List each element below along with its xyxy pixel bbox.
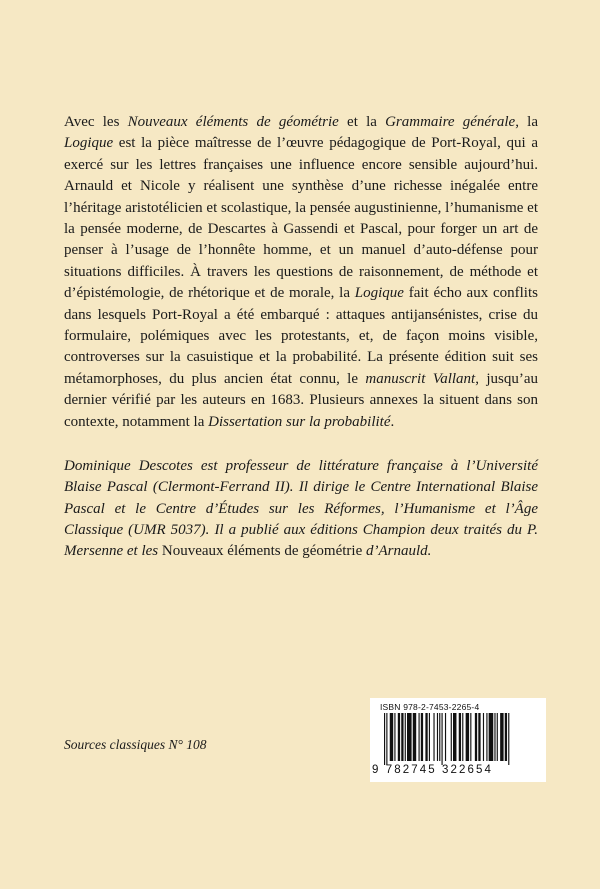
summary-text: , jusqu’au dernier vérifié par les auteurs en 1683. Plusieurs annexes la situent dans son contexte, notamment la	[64, 370, 538, 430]
barcode-bar	[384, 713, 385, 765]
barcode-bar	[419, 713, 420, 761]
bio-text: Dominique Descotes est professeur de littérature française à l’Université Blaise Pascal (Clermont-Ferrand II). Il dirige le Centre International Blaise Pascal et le Centre d’Études sur les Réformes, l’Humanisme et l’Âge Classique (UMR 5037). Il a publié aux éditions Champion deux traités du P. Mersenne et les	[64, 458, 538, 560]
summary-text: est la pièce maîtresse de l’œuvre pédagogique de Port-Royal, qui a exercé sur les lettres françaises une influence encore sensible aujourd’hui. Arnauld et Nicole y réalisent une synthèse d’une richesse inégalée entre l’héritage aristotélicien et scolastique, la pensée augustinienne, l’humanisme et la pensée moderne, de Descartes à Gassendi et Pascal, pour forger un art de penser à l’usage de l’honnête homme, et un manuel d’auto-défense pour situations difficiles. À travers les questions de raisonnement, de méthode et d’épistémologie, de rhétorique et de morale, la	[64, 135, 539, 302]
barcode-bar	[494, 713, 495, 761]
barcode-bar	[500, 713, 503, 761]
title-reference: Dissertation sur la probabilité	[208, 413, 391, 430]
barcode-bar	[413, 713, 416, 761]
barcode-bar	[394, 713, 395, 761]
barcode-bar	[462, 713, 463, 761]
barcode-bar	[451, 713, 452, 761]
barcode-bar	[466, 713, 469, 761]
barcode-bar	[505, 713, 507, 761]
barcode-bar	[442, 713, 443, 765]
bio-text: d’Arnauld.	[362, 543, 432, 560]
summary-text: , la	[515, 114, 538, 130]
title-reference: Logique	[64, 135, 114, 152]
barcode-bar	[459, 713, 461, 761]
barcode-bar	[489, 713, 494, 761]
barcode-bars	[384, 713, 536, 765]
barcode-bar	[437, 713, 438, 761]
barcode-bar	[401, 713, 403, 761]
title-reference: Nouveaux éléments de géométrie	[127, 114, 339, 130]
summary-text: .	[390, 413, 395, 430]
barcode-bar	[421, 713, 423, 761]
isbn-number: ISBN 978-2-7453-2265-4	[380, 702, 480, 712]
barcode-bar	[425, 713, 427, 761]
barcode-bar	[386, 713, 387, 765]
isbn-barcode	[370, 698, 546, 782]
title-reference: manuscrit Vallant	[365, 370, 476, 387]
barcode-bar	[470, 713, 471, 761]
barcode-bar	[478, 713, 480, 761]
barcode-bar	[439, 713, 440, 761]
barcode-bar	[398, 713, 400, 761]
summary-text: et la	[338, 114, 386, 130]
barcode-bar	[483, 713, 484, 761]
barcode-bar	[497, 713, 498, 761]
barcode-bar	[429, 713, 430, 761]
summary-text: fait écho aux conflits dans lesquels Port-Royal a été embarqué : attaques antijansénistes, crise du formulaire, polémiques avec les protestants, et, de façon moins visible, controverses sur la casuistique et la probabilité. La présente édition suit ses métamorphoses, du plus ancien état connu, le	[64, 285, 538, 387]
barcode-bar	[407, 713, 412, 761]
barcode-bar	[475, 713, 477, 761]
barcode-bar	[486, 713, 487, 761]
barcode-bar	[405, 713, 406, 761]
summary-paragraph	[64, 112, 538, 433]
series-label: Sources classiques N° 108	[64, 737, 207, 752]
barcode-bar	[433, 713, 434, 761]
author-bio	[64, 456, 538, 562]
title-reference: Grammaire générale	[385, 114, 516, 130]
barcode-bar	[453, 713, 456, 761]
barcode-bar	[390, 713, 393, 761]
summary-text: Avec les	[64, 114, 128, 130]
barcode-digits: 9 782745 322654	[372, 764, 494, 776]
barcode-bar	[508, 713, 509, 765]
title-reference: Nouveaux éléments de géométrie	[161, 543, 363, 560]
barcode-bar	[445, 713, 446, 761]
title-reference: Logique	[354, 285, 404, 302]
